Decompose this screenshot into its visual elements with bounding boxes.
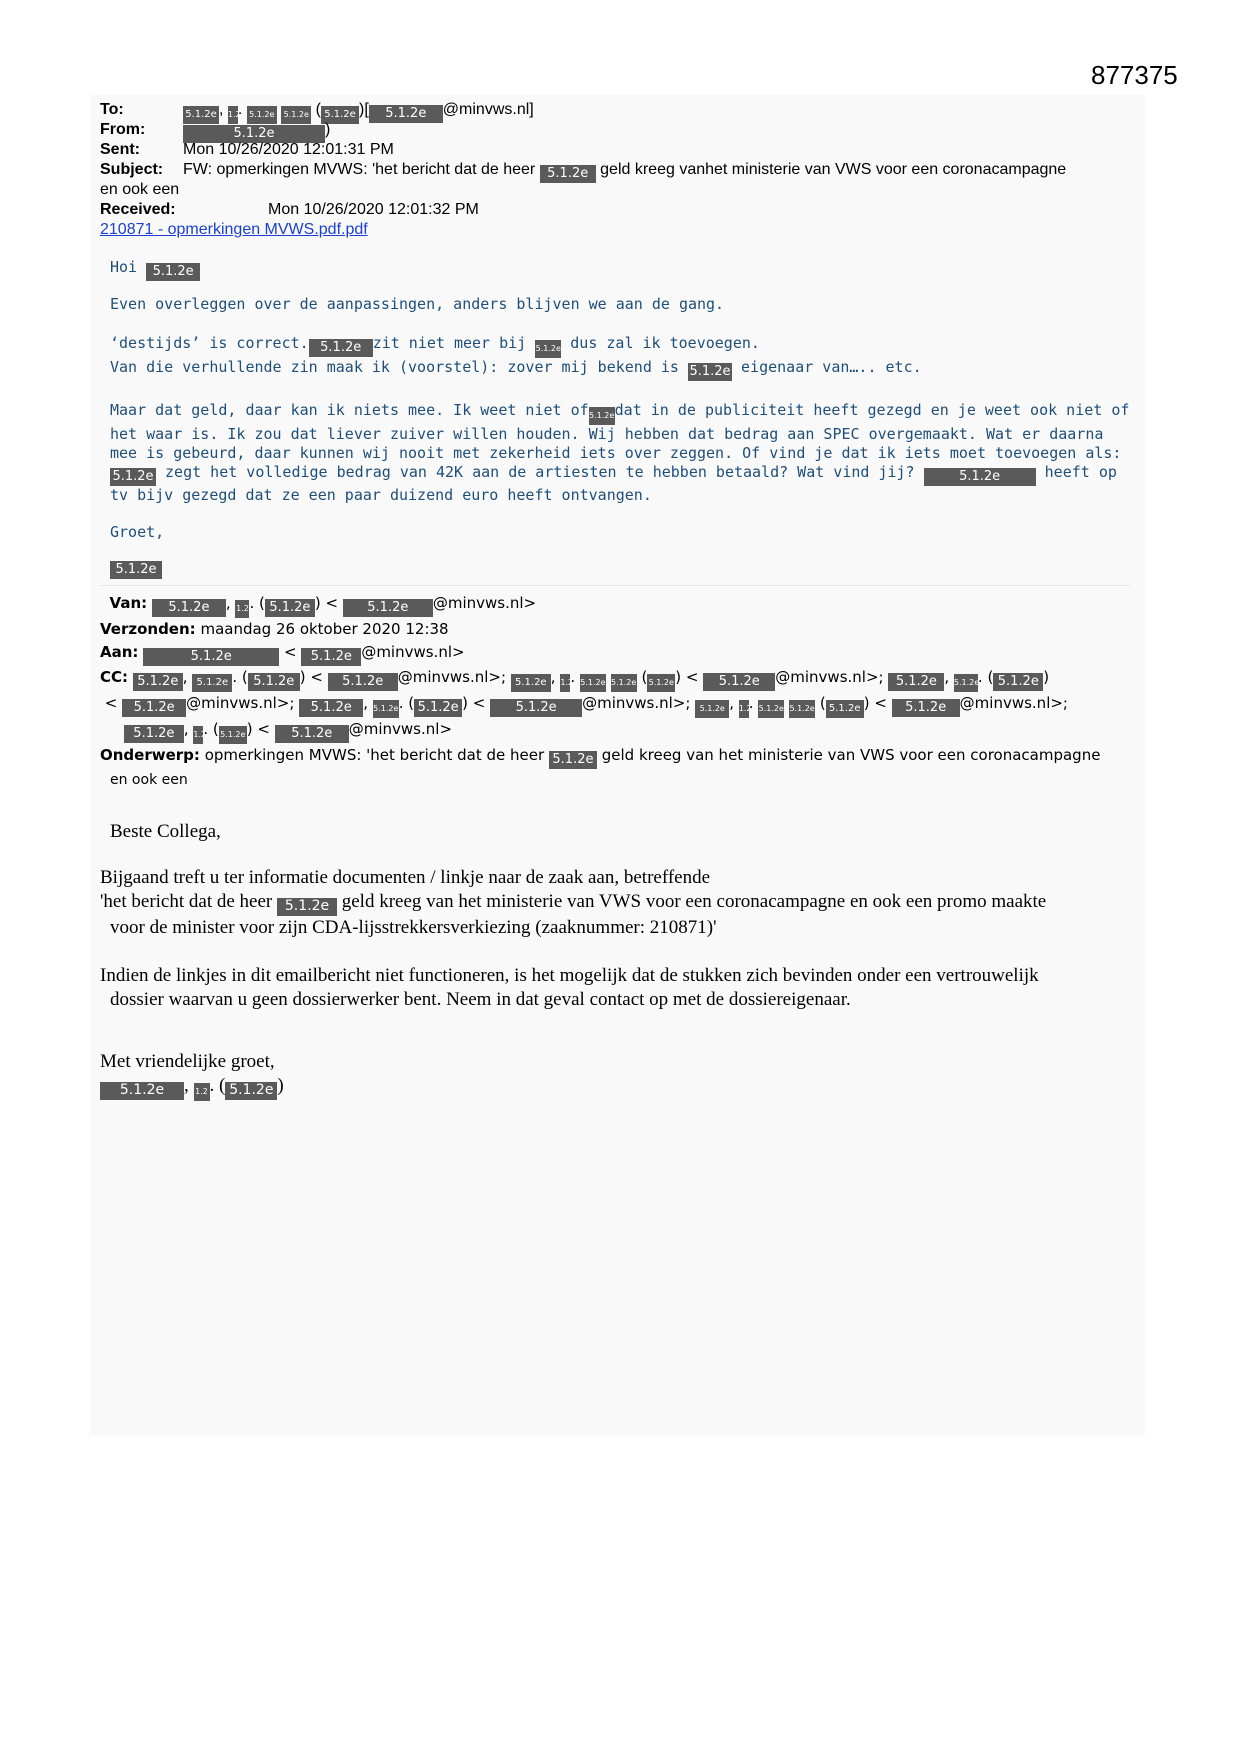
redaction: 5.1.2e: [888, 673, 944, 691]
redaction: 5.1.2e: [183, 125, 325, 143]
subject-row: Subject: FW: opmerkingen MVWS: 'het bericht dat de heer 5.1.2e geld kreeg vanhet ministerie van VWS voor een coronacampagne: [100, 161, 1067, 181]
body-line5: dossier waarvan u geen dossierwerker bent. Neem in dat geval contact op met de dossiereigenaar.: [110, 989, 851, 1010]
received-label: Received:: [100, 201, 176, 218]
redaction: 5.1.2e: [589, 407, 615, 425]
redaction: 1.2: [194, 1083, 210, 1101]
redaction: 5.1.2e: [540, 165, 596, 183]
redaction: 5.1.2e: [993, 673, 1043, 691]
cc-row-2: < 5.1.2e @minvws.nl>; 5.1.2e , 5.1.2e. ( 5.1.2e ) < 5.1.2e @minvws.nl>; 5.1.2e , 1.2. 5.1.2e 5.1.2e ( 5.1.2e ) < 5.1.2e @minvws.nl>;: [100, 692, 1135, 718]
redaction: 5.1.2e: [414, 699, 462, 717]
redaction: 5.1.2e: [248, 673, 300, 691]
reply-paragraph: Maar dat geld, daar kan ik niets mee. Ik weet niet of5.1.2edat in de publiciteit heeft gezegd en je weet ook niet of het waar is. Ik zou dat liever zuiver willen houden. Wij hebben dat bedrag aan SPEC overgemaakt. Wat er daarna mee is gebeurd, daar kunnen wij nooit met zekerheid iets over zeggen. Of vind je dat ik iets moet toevoegen als:5.1.2e zegt het volledige bedrag van 42K aan de artiesten te hebben betaald? Wat vind jij? 5.1.2e heeft op tv bijv gezegd dat ze een paar duizend euro heeft ontvangen.: [110, 401, 1130, 504]
redaction: 5.1.2e: [152, 599, 226, 617]
salutation: Beste Collega,: [110, 821, 221, 842]
subject-label: Subject:: [100, 161, 164, 178]
to-email-suffix: @minvws.nl]: [442, 101, 534, 118]
onderwerp-continuation: en ook een: [110, 772, 188, 788]
redaction: 5.1.2e: [369, 105, 443, 123]
redaction: 5.1.2e: [183, 106, 219, 124]
redaction: 5.1.2e: [611, 674, 637, 692]
verzonden-row: Verzonden: maandag 26 oktober 2020 12:38: [100, 620, 449, 638]
redaction: 5.1.2e: [299, 699, 363, 717]
sent-row: [100, 140, 1130, 160]
redaction: 5.1.2e: [281, 106, 311, 124]
redaction: 5.1.2e: [122, 699, 186, 717]
reply-line1: Even overleggen over de aanpassingen, anders blijven we aan de gang.: [110, 295, 725, 313]
sent-label: Sent:: [100, 141, 140, 158]
redaction: 1.2: [560, 674, 570, 692]
redaction: 5.1.2e: [695, 700, 729, 718]
redaction: 5.1.2e: [689, 364, 731, 379]
redaction: 5.1.2e: [328, 673, 398, 691]
attachment-row: [100, 220, 1130, 240]
reply-line3: Van die verhullende zin maak ik (voorstel): zover mij bekend is 5.1.2e eigenaar van….. etc.: [110, 358, 922, 379]
redaction: 5.1.2e: [373, 700, 399, 718]
reply-message: [110, 258, 1130, 579]
redaction: 5.1.2e: [247, 106, 277, 124]
redaction: 5.1.2e: [758, 700, 784, 718]
redaction: 5.1.2e: [309, 339, 373, 357]
redaction: 5.1.2e: [110, 561, 162, 579]
forwarded-header: [100, 592, 1135, 792]
redaction: 5.1.2e: [343, 599, 433, 617]
received-value: Mon 10/26/2020 12:01:32 PM: [268, 201, 479, 218]
redaction: 5.1.2e: [301, 648, 361, 666]
redaction: 5.1.2e: [143, 648, 279, 666]
redaction: 1.2: [228, 106, 238, 124]
separator-line: [100, 585, 1130, 586]
document-number: 877375: [1091, 60, 1178, 90]
reply-closing: Groet,: [110, 523, 165, 541]
body-line1: Bijgaand treft u ter informatie documenten / linkje naar de zaak aan, betreffende: [100, 867, 711, 888]
from-row: From: 5.1.2e ): [100, 121, 331, 141]
redaction: 5.1.2e: [124, 725, 184, 743]
van-row: Van: 5.1.2e , 1.2. ( 5.1.2e ) < 5.1.2e @minvws.nl>: [100, 592, 1135, 618]
email-header: [100, 100, 1130, 240]
redaction: 5.1.2e: [321, 106, 359, 124]
redaction: 5.1.2e: [924, 468, 1036, 486]
redaction: 5.1.2e: [219, 726, 247, 744]
redaction: 1.2: [193, 726, 203, 744]
reply-line2: ‘destijds’ is correct. 5.1.2e zit niet meer bij 5.1.2e dus zal ik toevoegen.: [110, 334, 1130, 358]
redaction: 5.1.2e: [703, 673, 775, 691]
to-label: To:: [100, 101, 124, 118]
body-closing: Met vriendelijke groet,: [100, 1051, 275, 1072]
redaction: 5.1.2e: [277, 898, 337, 916]
body-line3: voor de minister voor zijn CDA-lijsstrekkersverkiezing (zaaknummer: 210871)': [110, 917, 717, 938]
redaction: 5.1.2e: [511, 674, 551, 692]
aan-row: Aan: 5.1.2e < 5.1.2e @minvws.nl>: [100, 643, 465, 664]
to-row: To: 5.1.2e , 1.2. 5.1.2e 5.1.2e ( 5.1.2e )[ 5.1.2e @minvws.nl]: [100, 100, 1130, 120]
redaction: 1.2: [739, 700, 749, 718]
cc-row-3: 5.1.2e , 1.2. (5.1.2e) < 5.1.2e @minvws.nl>: [100, 718, 1135, 744]
redaction: 5.1.2e: [535, 340, 561, 358]
forwarded-body: [100, 820, 1140, 1101]
redaction: 5.1.2e: [275, 725, 349, 743]
redaction: 5.1.2e: [549, 751, 597, 769]
attachment-link[interactable]: 210871 - opmerkingen MVWS.pdf.pdf: [100, 221, 368, 238]
redaction: 5.1.2e: [225, 1082, 277, 1100]
reply-greeting: Hoi 5.1.2e: [110, 258, 1130, 281]
received-row: [100, 200, 1130, 220]
onderwerp-row: Onderwerp: opmerkingen MVWS: 'het bericht dat de heer 5.1.2e geld kreeg van het ministerie van VWS voor een coronacampagne: [100, 746, 1101, 767]
redaction: 5.1.2e: [133, 673, 183, 691]
body-signature: 5.1.2e , 1.2. ( 5.1.2e ): [100, 1074, 1140, 1101]
redaction: 5.1.2e: [580, 674, 606, 692]
redaction: 5.1.2e: [826, 700, 864, 718]
body-line4: Indien de linkjes in dit emailbericht niet functioneren, is het mogelijk dat de stukken zich bevinden onder een vertrouwelijk: [100, 965, 1039, 986]
sent-value: Mon 10/26/2020 12:01:31 PM: [183, 141, 394, 158]
redaction: 5.1.2e: [192, 674, 232, 692]
redaction: 5.1.2e: [647, 674, 675, 692]
redaction: 5.1.2e: [490, 699, 582, 717]
redaction: 5.1.2e: [100, 1082, 184, 1100]
reply-signature: [110, 556, 1130, 579]
redaction: 5.1.2e: [110, 468, 156, 486]
cc-row: CC: 5.1.2e , 5.1.2e . ( 5.1.2e ) < 5.1.2e @minvws.nl>; 5.1.2e , 1.2. 5.1.2e 5.1.2e (5.1.2e) < 5.1.2e @minvws.nl>; 5.1.2e , 5.1.2e. ( 5.1.2e ): [100, 666, 1135, 692]
redaction: 5.1.2e: [146, 263, 200, 281]
redaction: 1.2: [235, 600, 249, 618]
redaction: 5.1.2e: [892, 699, 960, 717]
redaction: 5.1.2e: [789, 700, 815, 718]
body-line2: 'het bericht dat de heer 5.1.2e geld kreeg van het ministerie van VWS voor een coronacampagne en ook een promo maakte: [100, 891, 1047, 914]
subject-continuation: en ook een: [100, 181, 180, 198]
from-label: From:: [100, 121, 146, 138]
redaction: 5.1.2e: [954, 674, 978, 692]
redaction: 5.1.2e: [265, 599, 315, 617]
